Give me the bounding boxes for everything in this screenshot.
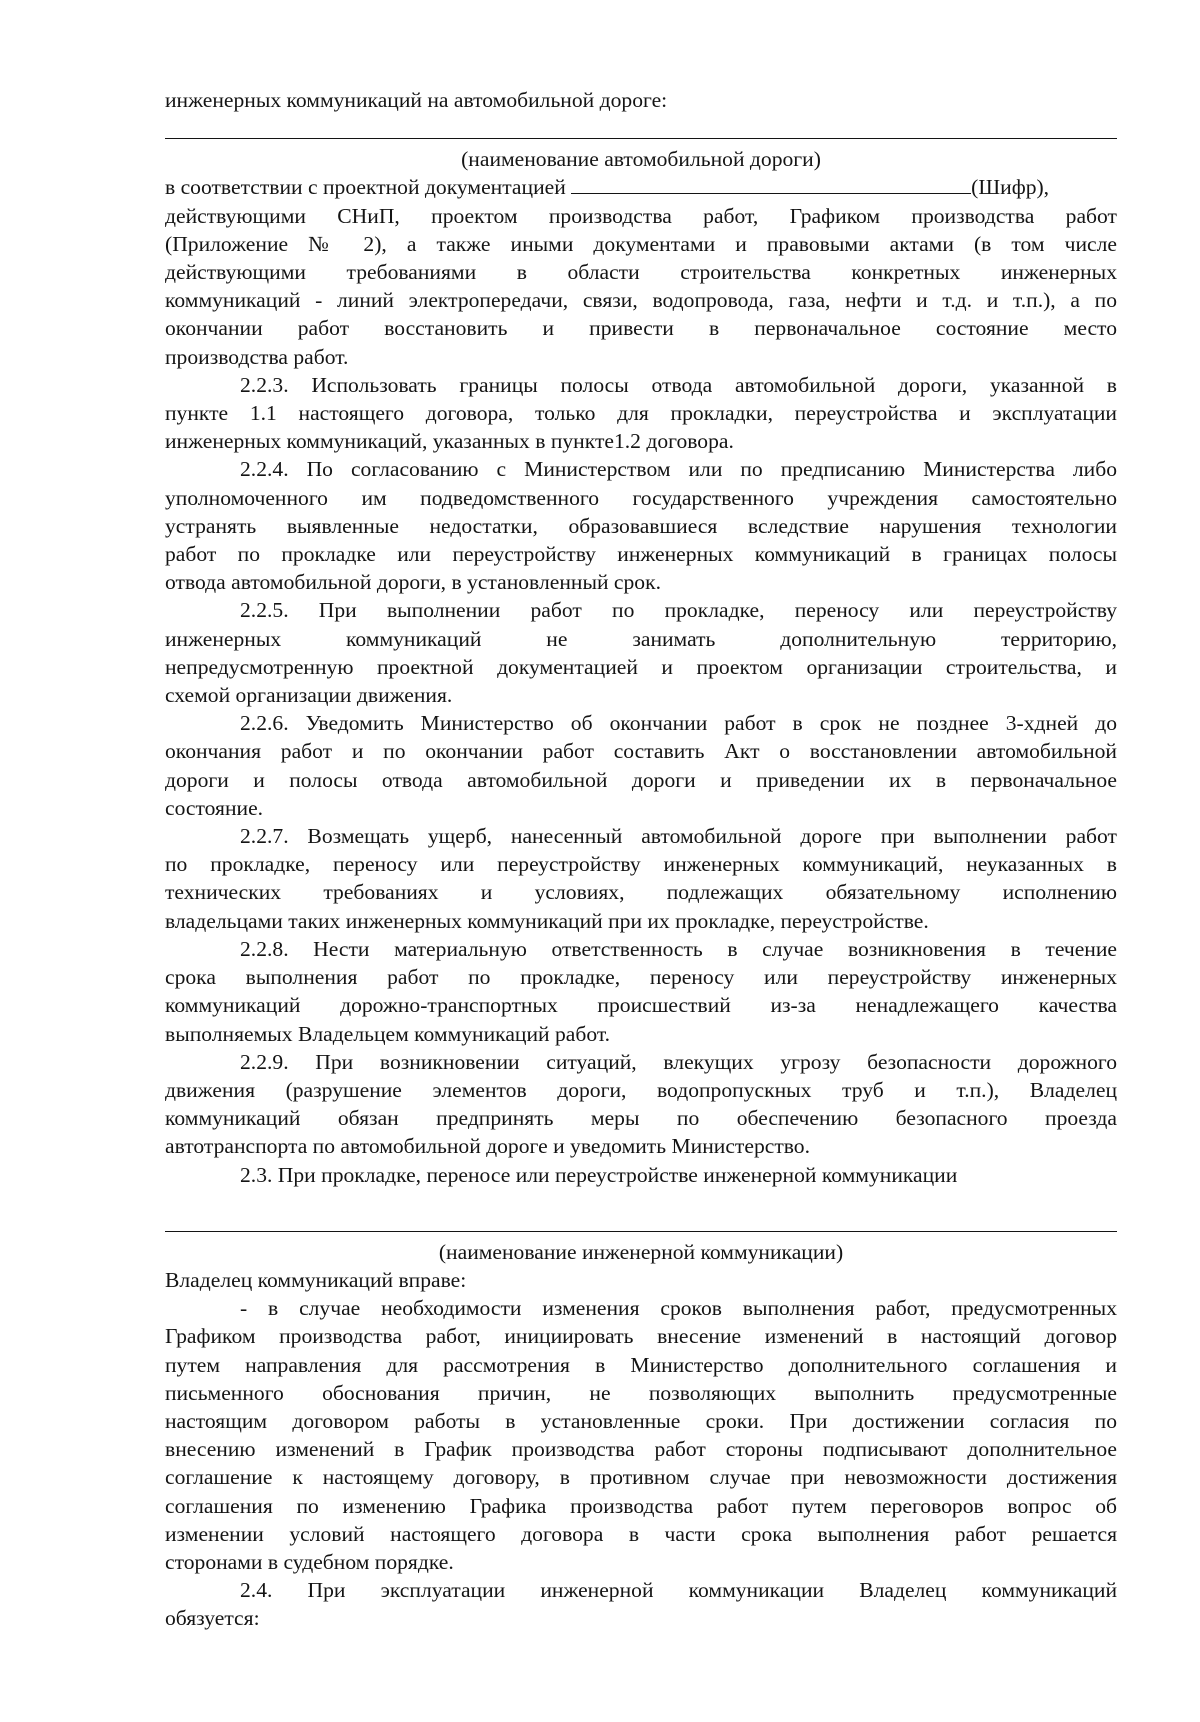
text-line: внесению изменений в График производства работ стороны подписывают дополнительное <box>165 1437 1117 1462</box>
text-line: 2.2.5. При выполнении работ по прокладке, переносу или переустройству <box>240 598 1117 623</box>
text-line: сторонами в судебном порядке. <box>165 1549 454 1574</box>
road-name-caption: (наименование автомобильной дороги) <box>461 147 821 172</box>
text-line: 2.2.8. Нести материальную ответственность в случае возникновения в течение <box>240 936 1117 961</box>
paragraph-2-2-5 <box>165 596 1117 709</box>
text-line: уполномоченного им подведомственного государственного учреждения самостоятельно <box>165 485 1117 510</box>
text-line: инженерных коммуникаций, указанных в пункте1.2 договора. <box>165 429 734 454</box>
text-line: технических требованиях и условиях, подлежащих обязательному исполнению <box>165 880 1117 905</box>
text-line: отвода автомобильной дороги, в установленный срок. <box>165 570 661 595</box>
text-line: 2.2.3. Использовать границы полосы отвода автомобильной дороги, указанной в <box>240 372 1117 397</box>
paragraph-2-2-8 <box>165 935 1117 1048</box>
paragraph-2-2-4 <box>165 455 1117 596</box>
text-line: коммуникаций дорожно-транспортных происшествий из-за ненадлежащего качества <box>165 993 1117 1018</box>
text-line: (Приложение № 2), а также иными документами и правовыми актами (в том числе <box>165 231 1117 256</box>
text-line: срока выполнения работ по прокладке, переносу или переустройству инженерных <box>165 965 1117 990</box>
text-line: - в случае необходимости изменения сроков выполнения работ, предусмотренных <box>240 1296 1117 1321</box>
project-docs-text: в соответствии с проектной документацией <box>165 175 566 200</box>
text-line: окончания работ и по окончании работ составить Акт о восстановлении автомобильной <box>165 739 1117 764</box>
text-line: Графиком производства работ, инициировать внесение изменений в настоящий договор <box>165 1324 1117 1349</box>
text-line: работ по прокладке или переустройству инженерных коммуникаций в границах полосы <box>165 542 1117 567</box>
text-line: 2.3. При прокладке, переносе или переустройстве инженерной коммуникации <box>240 1162 958 1187</box>
owner-rights-heading: Владелец коммуникаций вправе: <box>165 1267 467 1292</box>
project-docs-line <box>165 173 1117 201</box>
text-line: путем направления для рассмотрения в Министерство дополнительного соглашения и <box>165 1352 1117 1377</box>
text-line: автотранспорта по автомобильной дороге и уведомить Министерство. <box>165 1134 811 1159</box>
text-line: окончании работ восстановить и привести в первоначальное состояние место <box>165 316 1117 341</box>
text-line: соглашения по изменению Графика производства работ путем переговоров вопрос об <box>165 1493 1117 1518</box>
communication-name-caption: (наименование инженерной коммуникации) <box>438 1239 844 1264</box>
text-line: дороги и полосы отвода автомобильной дороги и приведении их в первоначальное <box>165 767 1117 792</box>
text-line: владельцами таких инженерных коммуникаций при их прокладке, переустройстве. <box>165 908 929 933</box>
text-line: 2.2.4. По согласованию с Министерством или по предписанию Министерства либо <box>240 457 1117 482</box>
text-line: схемой организации движения. <box>165 683 453 708</box>
cipher-label: (Шифр), <box>971 175 1050 200</box>
paragraph-2-3 <box>165 1161 1117 1189</box>
text-line: коммуникаций - линий электропередачи, связи, водопровода, газа, нефти и т.д. и т.п.), а по <box>165 288 1117 313</box>
text-line: 2.2.7. Возмещать ущерб, нанесенный автомобильной дороге при выполнении работ <box>240 824 1117 849</box>
paragraph-2-2-7 <box>165 822 1117 935</box>
text-line: по прокладке, переносу или переустройству инженерных коммуникаций, неуказанных в <box>165 852 1117 877</box>
text-line: настоящим договором работы в установленные сроки. При достижении согласия по <box>165 1408 1117 1433</box>
paragraph-2-2-6 <box>165 709 1117 822</box>
text-line: состояние. <box>165 795 264 820</box>
road-name-blank-line <box>165 114 1117 139</box>
paragraph-2-2-3 <box>165 371 1117 456</box>
text-line: выполняемых Владельцем коммуникаций работ. <box>165 1021 611 1046</box>
text-line: пункте 1.1 настоящего договора, только для прокладки, переустройства и эксплуатации <box>165 401 1117 426</box>
text-line: инженерных коммуникаций не занимать дополнительную территорию, <box>165 626 1117 651</box>
paragraph-requirements <box>165 202 1117 371</box>
intro-line: инженерных коммуникаций на автомобильной дороге: <box>165 88 668 112</box>
cipher-blank <box>571 173 971 194</box>
text-line: коммуникаций обязан предпринять меры по обеспечению безопасного проезда <box>165 1106 1117 1131</box>
text-line: производства работ. <box>165 344 349 369</box>
text-line: действующими требованиями в области строительства конкретных инженерных <box>165 260 1117 285</box>
paragraph-2-2-9 <box>165 1048 1117 1161</box>
text-line: соглашение к настоящему договору, в противном случае при невозможности достижения <box>165 1465 1117 1490</box>
text-line: устранять выявленные недостатки, образовавшиеся вследствие нарушения технологии <box>165 513 1117 538</box>
text-line: 2.2.9. При возникновении ситуаций, влекущих угрозу безопасности дорожного <box>240 1049 1117 1074</box>
text-line: 2.4. При эксплуатации инженерной коммуникации Владелец коммуникаций <box>240 1578 1117 1603</box>
text-line: изменении условий настоящего договора в части срока выполнения работ решается <box>165 1521 1117 1546</box>
text-line: обязуется: <box>165 1606 260 1631</box>
document-body <box>165 86 1117 1633</box>
paragraph-2-4 <box>165 1576 1117 1632</box>
text-line: непредусмотренную проектной документацией и проектом организации строительства, и <box>165 654 1117 679</box>
text-line: письменного обоснования причин, не позволяющих выполнить предусмотренные <box>165 1380 1117 1405</box>
text-line: 2.2.6. Уведомить Министерство об окончании работ в срок не позднее 3-хдней до <box>240 711 1117 736</box>
communication-name-blank-line <box>165 1207 1117 1232</box>
text-line: действующими СНиП, проектом производства работ, Графиком производства работ <box>165 203 1117 228</box>
paragraph-owner-rights <box>165 1294 1117 1576</box>
text-line: движения (разрушение элементов дороги, водопропускных труб и т.п.), Владелец <box>165 1077 1117 1102</box>
